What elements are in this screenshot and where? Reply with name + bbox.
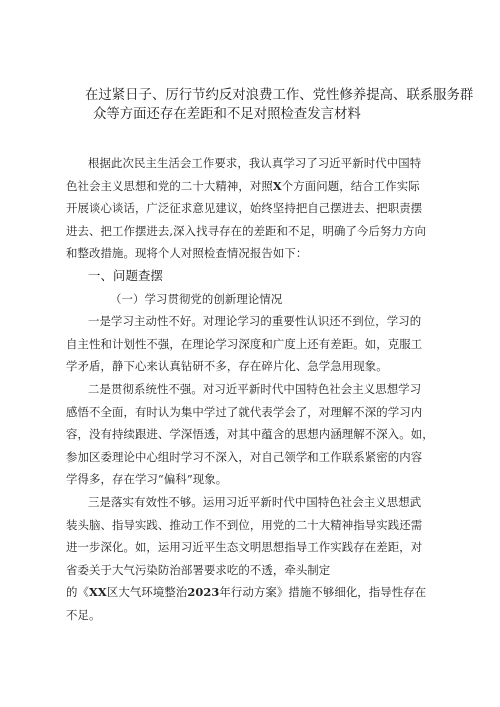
text-line <box>66 581 462 604</box>
text-span: 个方面问题，结合工作实际 <box>281 178 420 193</box>
subsection-heading: （一）学习贯彻党的创新理论情况 <box>110 291 283 306</box>
paragraph-2 <box>66 378 462 491</box>
paragraph-3 <box>66 491 462 627</box>
text-line: 不足。 <box>66 607 101 622</box>
text-line: 自主性和计划性不强，在理论学习深度和广度上还有差距。如，克服工 <box>66 336 423 351</box>
intro-paragraph <box>66 152 462 265</box>
paragraph-1 <box>66 310 462 378</box>
document-title <box>85 86 474 124</box>
text-line <box>66 175 462 198</box>
text-line: 感悟不全面，有时认为集中学过了就代表学会了，对理解不深的学习内 <box>66 404 423 419</box>
text-span: 年行动方案》措施不够细化，指导性存在 <box>219 585 427 600</box>
title-line-1: 在过紧日子、厉行节约反对浪费工作、党性修养提高、联系服务群 <box>85 88 474 103</box>
text-span: 的《 <box>66 585 89 600</box>
text-line: 学得多，存在学习“偏科”现象。 <box>66 472 228 487</box>
bold-text: XX <box>88 585 107 600</box>
text-line: 参加区委理论中心组时学习不深入，对自己领学和工作联系紧密的内容 <box>66 449 423 464</box>
section-heading: 一、问题查摆 <box>88 267 163 283</box>
bold-text: X <box>272 178 282 193</box>
text-line: 学矛盾，静下心来认真钻研不多，存在碎片化、急学急用现象。 <box>66 359 388 374</box>
text-line: 进去、把工作摆进去,深入找寻存在的差距和不足，明确了今后努力方向 <box>66 223 426 238</box>
title-line-2: 众等方面还存在差距和不足对照检查发言材料 <box>93 107 361 122</box>
document-body <box>66 152 462 626</box>
text-line: 进一步深化。如，运用习近平生态文明思想指导工作实践存在差距，对 <box>66 540 423 555</box>
text-line: 三是落实有效性不够。运用习近平新时代中国特色社会主义思想武 <box>88 494 422 509</box>
text-line: 装头脑、指导实践、推动工作不到位，用党的二十大精神指导实践还需 <box>66 517 423 532</box>
text-line: 一是学习主动性不好。对理论学习的重要性认识还不到位，学习的 <box>88 314 422 329</box>
bold-text: 2023 <box>187 585 220 600</box>
text-line: 和整改措施。现将个人对照检查情况报告如下： <box>66 246 308 261</box>
text-line: 容，没有持续跟进、学深悟透，对其中蕴含的思想内涵理解不深入。如， <box>66 427 434 442</box>
text-line: 二是贯彻系统性不强。对习近平新时代中国特色社会主义思想学习 <box>88 381 422 396</box>
text-line: 开展谈心谈话，广泛征求意见建议，始终坚持把自己摆进去、把职责摆 <box>66 201 423 216</box>
text-span: 区大气环境整治 <box>106 585 188 600</box>
text-line: 省委关于大气污染防治部署要求吃的不透，牵头制定 <box>66 562 331 577</box>
text-span: 色社会主义思想和党的二十大精神，对照 <box>66 178 273 193</box>
text-line: 根据此次民主生活会工作要求，我认真学习了习近平新时代中国特 <box>88 156 422 170</box>
